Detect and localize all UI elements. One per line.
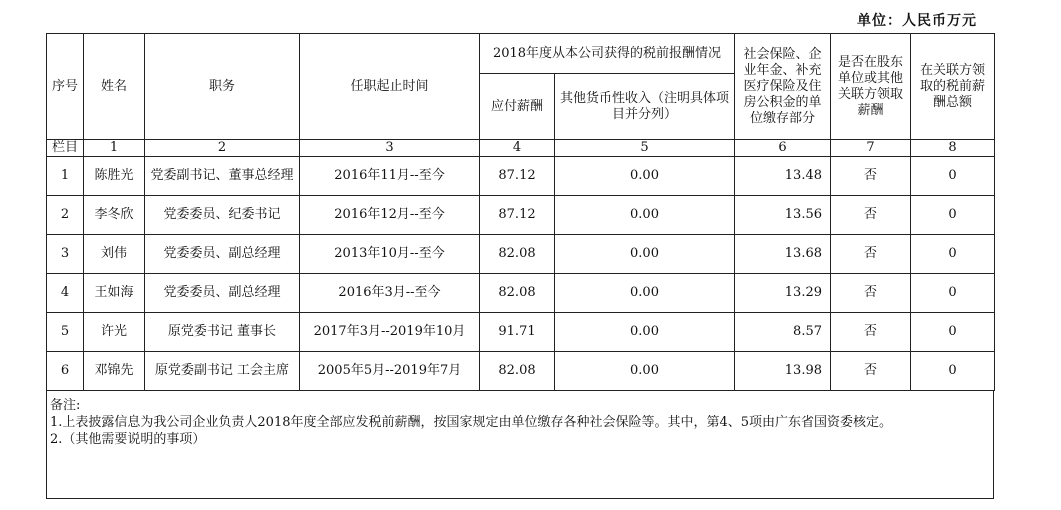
cell-other: 0.00 — [555, 352, 735, 391]
cell-amt: 0 — [911, 157, 995, 196]
cell-salary: 87.12 — [480, 196, 555, 235]
header-other-income: 其他货币性收入（注明具体项目并分列） — [555, 74, 735, 140]
cell-salary: 87.12 — [480, 157, 555, 196]
cell-flag: 否 — [831, 196, 911, 235]
cell-name: 邓锦先 — [84, 352, 145, 391]
col-index-label: 栏目 — [47, 140, 84, 157]
cell-salary: 82.08 — [480, 274, 555, 313]
cell-term: 2005年5月--2019年7月 — [300, 352, 480, 391]
cell-term: 2016年3月--至今 — [300, 274, 480, 313]
cell-amt: 0 — [911, 274, 995, 313]
table-row — [47, 196, 995, 235]
cell-amt: 0 — [911, 235, 995, 274]
col-index: 3 — [300, 140, 480, 157]
table-row — [47, 235, 995, 274]
col-index: 7 — [831, 140, 911, 157]
cell-other: 0.00 — [555, 274, 735, 313]
col-index: 2 — [145, 140, 300, 157]
cell-seq: 5 — [47, 313, 84, 352]
col-index: 8 — [911, 140, 995, 157]
cell-amt: 0 — [911, 313, 995, 352]
cell-flag: 否 — [831, 235, 911, 274]
cell-position: 党委委员、副总经理 — [145, 235, 300, 274]
cell-seq: 4 — [47, 274, 84, 313]
col-index: 6 — [735, 140, 831, 157]
table-row — [47, 313, 995, 352]
header-position: 职务 — [145, 34, 300, 140]
cell-position: 党委委员、纪委书记 — [145, 196, 300, 235]
table-row — [47, 352, 995, 391]
cell-social: 13.29 — [735, 274, 831, 313]
cell-flag: 否 — [831, 157, 911, 196]
cell-position: 原党委副书记 工会主席 — [145, 352, 300, 391]
cell-social: 13.68 — [735, 235, 831, 274]
cell-name: 许光 — [84, 313, 145, 352]
cell-salary: 91.71 — [480, 313, 555, 352]
cell-term: 2013年10月--至今 — [300, 235, 480, 274]
col-index: 1 — [84, 140, 145, 157]
cell-flag: 否 — [831, 313, 911, 352]
cell-social: 8.57 — [735, 313, 831, 352]
cell-amt: 0 — [911, 196, 995, 235]
cell-amt: 0 — [911, 352, 995, 391]
cell-other: 0.00 — [555, 313, 735, 352]
cell-position: 党委委员、副总经理 — [145, 274, 300, 313]
header-salary: 应付薪酬 — [480, 74, 555, 140]
col-index: 5 — [555, 140, 735, 157]
header-name: 姓名 — [84, 34, 145, 140]
cell-name: 李冬欣 — [84, 196, 145, 235]
cell-other: 0.00 — [555, 235, 735, 274]
cell-seq: 3 — [47, 235, 84, 274]
cell-flag: 否 — [831, 352, 911, 391]
cell-term: 2017年3月--2019年10月 — [300, 313, 480, 352]
header-social: 社会保险、企业年金、补充医疗保险及住房公积金的单位缴存部分 — [735, 34, 831, 140]
table-row — [47, 274, 995, 313]
compensation-table — [46, 33, 995, 391]
header-related-flag: 是否在股东单位或其他关联方领取薪酬 — [831, 34, 911, 140]
compensation-table-frame — [46, 33, 994, 499]
notes-line-2: 2.（其他需要说明的事项） — [50, 432, 206, 447]
table-row — [47, 157, 995, 196]
cell-seq: 2 — [47, 196, 84, 235]
notes-title: 备注: — [50, 398, 81, 413]
cell-social: 13.98 — [735, 352, 831, 391]
header-term: 任职起止时间 — [300, 34, 480, 140]
cell-salary: 82.08 — [480, 235, 555, 274]
cell-name: 陈胜光 — [84, 157, 145, 196]
cell-salary: 82.08 — [480, 352, 555, 391]
cell-name: 刘伟 — [84, 235, 145, 274]
cell-position: 原党委书记 董事长 — [145, 313, 300, 352]
header-seq: 序号 — [47, 34, 84, 140]
cell-social: 13.56 — [735, 196, 831, 235]
cell-other: 0.00 — [555, 196, 735, 235]
notes-section — [46, 391, 994, 499]
header-related-amt: 在关联方领取的税前薪酬总额 — [911, 34, 995, 140]
cell-term: 2016年11月--至今 — [300, 157, 480, 196]
cell-position: 党委副书记、董事总经理 — [145, 157, 300, 196]
cell-seq: 1 — [47, 157, 84, 196]
notes-line-1: 1.上表披露信息为我公司企业负责人2018年度全部应发税前薪酬，按国家规定由单位缴存各种社会保险等。其中，第4、5项由广东省国资委核定。 — [50, 415, 893, 430]
cell-term: 2016年12月--至今 — [300, 196, 480, 235]
cell-name: 王如海 — [84, 274, 145, 313]
cell-other: 0.00 — [555, 157, 735, 196]
col-index: 4 — [480, 140, 555, 157]
unit-label: 单位：人民币万元 — [857, 13, 977, 29]
cell-flag: 否 — [831, 274, 911, 313]
header-pay-group: 2018年度从本公司获得的税前报酬情况 — [480, 34, 735, 74]
cell-social: 13.48 — [735, 157, 831, 196]
cell-seq: 6 — [47, 352, 84, 391]
